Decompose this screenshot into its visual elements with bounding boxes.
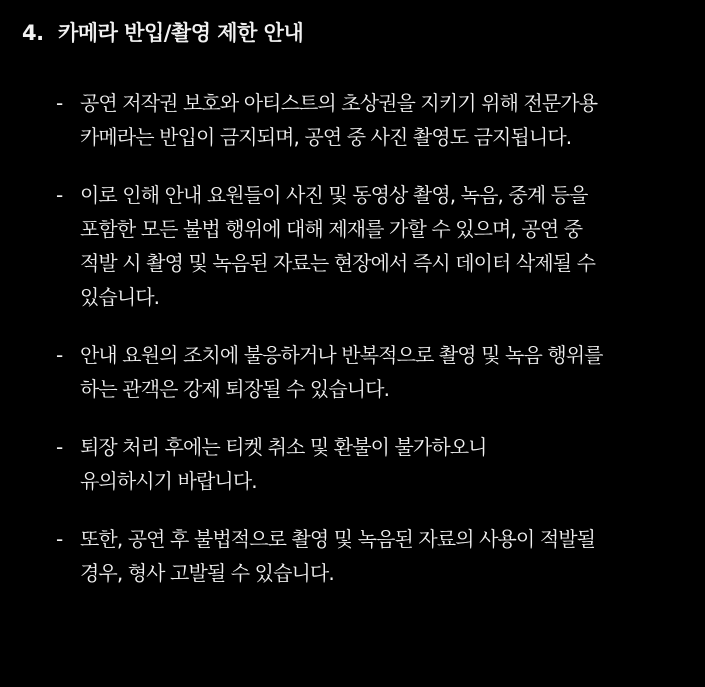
list-item <box>56 86 701 154</box>
section-title: 카메라 반입/촬영 제한 안내 <box>58 21 304 45</box>
list-item <box>56 430 701 498</box>
list-item <box>56 178 701 314</box>
bullet-dash: - <box>56 435 64 459</box>
item-text-line: 경우, 형사 고발될 수 있습니다. <box>80 561 334 585</box>
item-text-line: 있습니다. <box>80 285 160 309</box>
notice-list <box>56 86 701 614</box>
section-heading <box>22 18 303 48</box>
item-text-line: 유의하시기 바랍니다. <box>80 469 257 493</box>
item-text-line: 퇴장 처리 후에는 티켓 취소 및 환불이 불가하오니 <box>80 435 487 459</box>
item-text-line: 하는 관객은 강제 퇴장될 수 있습니다. <box>80 377 390 401</box>
item-text-line: 공연 저작권 보호와 아티스트의 초상권을 지키기 위해 전문가용 <box>80 91 598 115</box>
list-item <box>56 338 701 406</box>
bullet-dash: - <box>56 183 64 207</box>
item-text-line: 안내 요원의 조치에 불응하거나 반복적으로 촬영 및 녹음 행위를 <box>80 343 603 367</box>
item-text-line: 적발 시 촬영 및 녹음된 자료는 현장에서 즉시 데이터 삭제될 수 <box>80 251 596 275</box>
item-text-line: 카메라는 반입이 금지되며, 공연 중 사진 촬영도 금지됩니다. <box>80 125 572 149</box>
item-text-line: 이로 인해 안내 요원들이 사진 및 동영상 촬영, 녹음, 중계 등을 <box>80 183 588 207</box>
section-number: 4. <box>22 21 44 45</box>
item-text-line: 또한, 공연 후 불법적으로 촬영 및 녹음된 자료의 사용이 적발될 <box>80 527 596 551</box>
list-item <box>56 522 701 590</box>
bullet-dash: - <box>56 527 64 551</box>
bullet-dash: - <box>56 343 64 367</box>
bullet-dash: - <box>56 91 64 115</box>
item-text-line: 포함한 모든 불법 행위에 대해 제재를 가할 수 있으며, 공연 중 <box>80 217 583 241</box>
